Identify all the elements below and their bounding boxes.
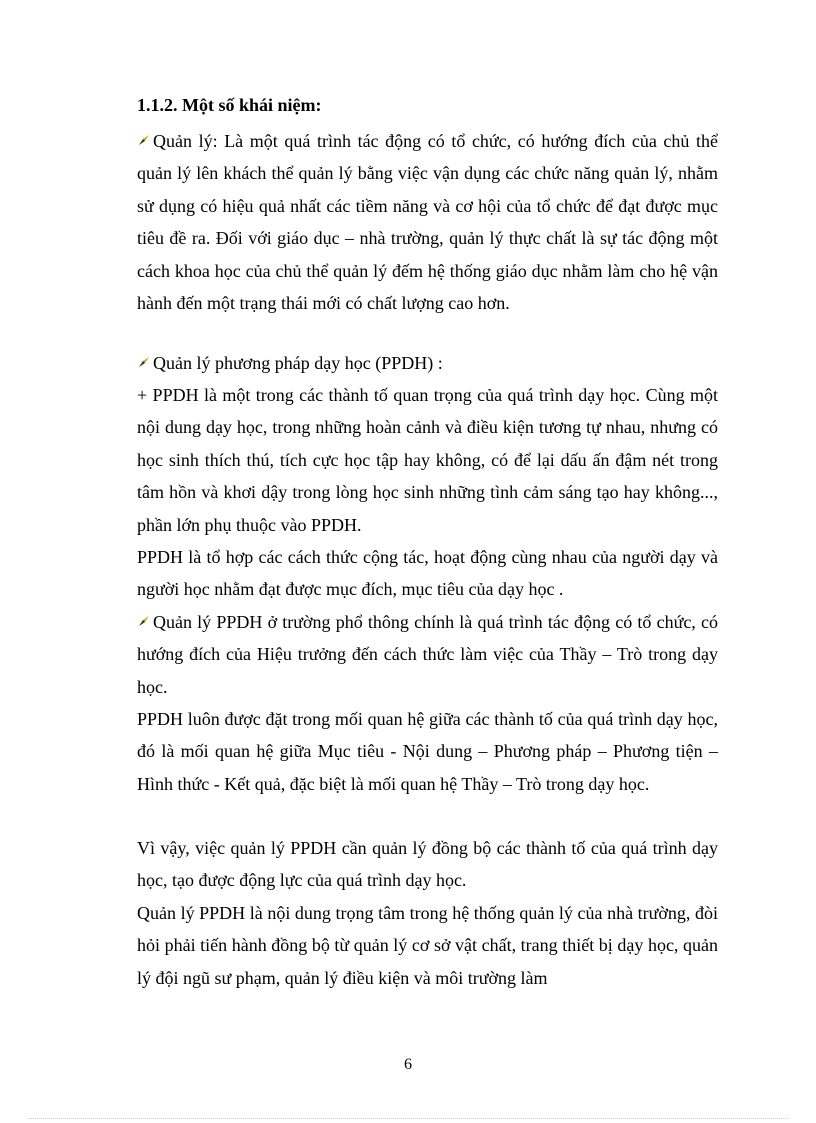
diamond-arrow-bullet-icon <box>137 125 151 139</box>
section-heading: 1.1.2. Một số khái niệm: <box>137 95 322 115</box>
paragraph-text: Quản lý PPDH ở trường phổ thông chính là quá trình tác động có tổ chức, có hướng đích của Hiệu trưởng đến cách thức làm việc của Thầy – Trò trong dạy học. <box>137 612 718 697</box>
page-number: 6 <box>404 1056 412 1073</box>
paragraph-quan-ly-ppdh <box>137 347 718 379</box>
paragraph-ppdh-thanh-to <box>137 379 718 541</box>
paragraph-text: Quản lý: Là một quá trình tác động có tổ chức, có hướng đích của chủ thể quản lý lên khách thể quản lý bằng việc vận dụng các chức năng quản lý, nhằm sử dụng có hiệu quả nhất các tiềm năng và cơ hội của tổ chức để đạt được mục tiêu đề ra. Đối với giáo dục – nhà trường, quản lý thực chất là sự tác động một cách khoa học của chủ thể quản lý đếm hệ thống giáo dục nhằm làm cho hệ vận hành đến một trạng thái mới có chất lượng cao hơn. <box>137 131 718 314</box>
paragraph-text: + PPDH là một trong các thành tố quan trọng của quá trình dạy học. Cùng một nội dung dạy học, trong những hoàn cảnh và điều kiện tương tự nhau, nhưng có học sinh thích thú, tích cực học tập hay không, có để lại dấu ấn đậm nét trong tâm hồn và khơi dậy trong lòng học sinh những tình cảm sáng tạo hay không..., phần lớn phụ thuộc vào PPDH. <box>137 385 718 535</box>
paragraph-text: Quản lý phương pháp dạy học (PPDH) : <box>153 353 443 373</box>
paragraph-quan-ly <box>137 125 718 319</box>
paragraph-ppdh-to-hop <box>137 541 718 606</box>
paragraph-quan-ly-trong-tam <box>137 897 718 994</box>
paragraph-text: Quản lý PPDH là nội dung trọng tâm trong hệ thống quản lý của nhà trường, đòi hỏi phải tiến hành đồng bộ từ quản lý cơ sở vật chất, trang thiết bị dạy học, quản lý đội ngũ sư phạm, quản lý điều kiện và môi trường làm <box>137 903 718 988</box>
paragraph-text: PPDH luôn được đặt trong mối quan hệ giữa các thành tố của quá trình dạy học, đó là mối quan hệ giữa Mục tiêu - Nội dung – Phương pháp – Phương tiện – Hình thức - Kết quả, đặc biệt là mối quan hệ Thầy – Trò trong dạy học. <box>137 709 718 794</box>
page-bottom-divider <box>28 1118 788 1119</box>
paragraph-quan-ly-ppdh-truong <box>137 606 718 703</box>
paragraph-text: PPDH là tổ hợp các cách thức cộng tác, hoạt động cùng nhau của người dạy và người học nhằm đạt được mục đích, mục tiêu của dạy học . <box>137 547 718 600</box>
diamond-arrow-bullet-icon <box>137 347 151 361</box>
paragraph-text: Vì vậy, việc quản lý PPDH cần quản lý đồng bộ các thành tố của quá trình dạy học, tạo được động lực của quá trình dạy học. <box>137 838 718 891</box>
diamond-arrow-bullet-icon <box>137 606 151 620</box>
paragraph-vi-vay <box>137 832 718 897</box>
paragraph-ppdh-moi-quan-he <box>137 703 718 800</box>
